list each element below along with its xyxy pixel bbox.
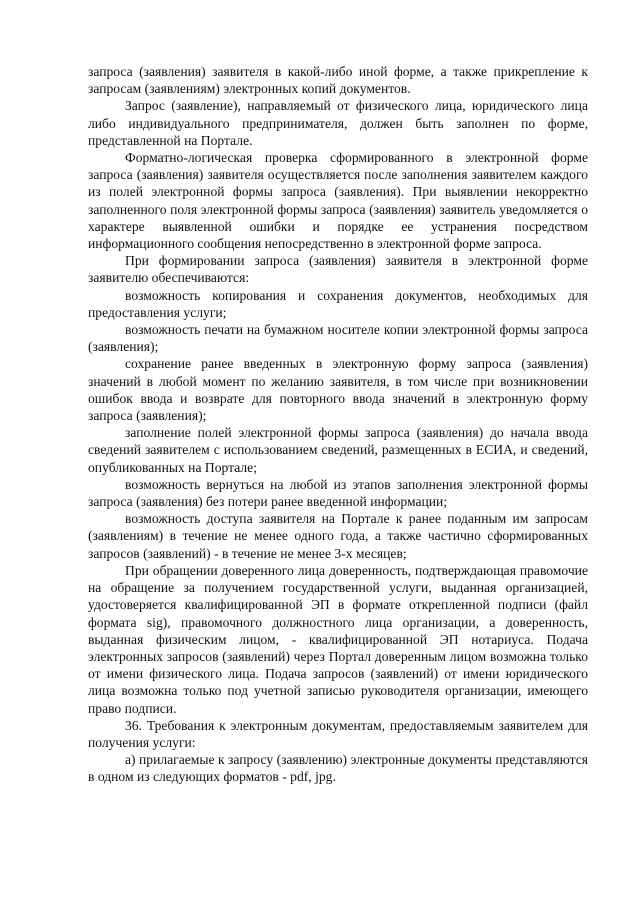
paragraph-format-check: Форматно-логическая проверка сформированного в электронной форме запроса (заявления) заявителя осуществляется после заполнения заявителем каждого из полей электронной формы запроса (заявления). При выявлении некорректно заполненного поля электронной формы запроса (заявления) заявитель уведомляется о характере выявленной ошибки и порядке ее устранения посредством информационного сообщения непосредственно в электронной форме запроса. xyxy=(88,150,588,252)
paragraph-request-form: Запрос (заявление), направляемый от физического лица, юридического лица либо индивидуального предпринимателя, должен быть заполнен по форме, представленной на Портале. xyxy=(88,98,588,148)
list-item-autofill: заполнение полей электронной формы запроса (заявления) до начала ввода сведений заявителем с использованием сведений, размещенных в ЕСИА, и сведений, опубликованных на Портале; xyxy=(88,425,588,475)
paragraph-provisions-intro: При формировании запроса (заявления) заявителя в электронной форме заявителю обеспечиваются: xyxy=(88,253,588,286)
list-item-copy-save: возможность копирования и сохранения документов, необходимых для предоставления услуги; xyxy=(88,287,588,320)
paragraph-continuation: запроса (заявления) заявителя в какой-либо иной форме, а также прикрепление к запросам (заявлениям) электронных копий документов. xyxy=(88,64,588,97)
paragraph-power-of-attorney: При обращении доверенного лица доверенность, подтверждающая правомочие на обращение за получением государственной услуги, выданная организацией, удостоверяется квалифицированной ЭП в формате открепленной подписи (файл формата sig), правомочного должностного лица организации, а доверенность, выданная физическим лицом, - квалифицированной ЭП нотариуса. Подача электронных запросов (заявлений) через Портал доверенным лицом возможна только от имени физического лица. Подача запросов (заявлений) от имени юридического лица возможна только под учетной записью руководителя организации, имеющего право подписи. xyxy=(88,562,588,716)
section-heading-36: 36. Требования к электронным документам, предоставляемым заявителем для получения услуги: xyxy=(88,717,588,750)
document-page xyxy=(88,63,588,786)
list-item-access-history: возможность доступа заявителя на Портале к ранее поданным им запросам (заявлениям) в течение не менее одного года, а также частично сформированных запросов (заявлений) - в течение не менее 3-х месяцев; xyxy=(88,511,588,561)
list-item-return-step: возможность вернуться на любой из этапов заполнения электронной формы запроса (заявления) без потери ранее введенной информации; xyxy=(88,476,588,510)
list-item-print: возможность печати на бумажном носителе копии электронной формы запроса (заявления); xyxy=(88,322,588,355)
list-item-formats: а) прилагаемые к запросу (заявлению) электронные документы представляются в одном из следующих форматов - pdf, jpg. xyxy=(88,752,588,785)
list-item-save-values: сохранение ранее введенных в электронную форму запроса (заявления) значений в любой момент по желанию заявителя, в том числе при возникновении ошибок ввода и возврате для повторного ввода значений в электронную форму запроса (заявления); xyxy=(88,356,588,424)
